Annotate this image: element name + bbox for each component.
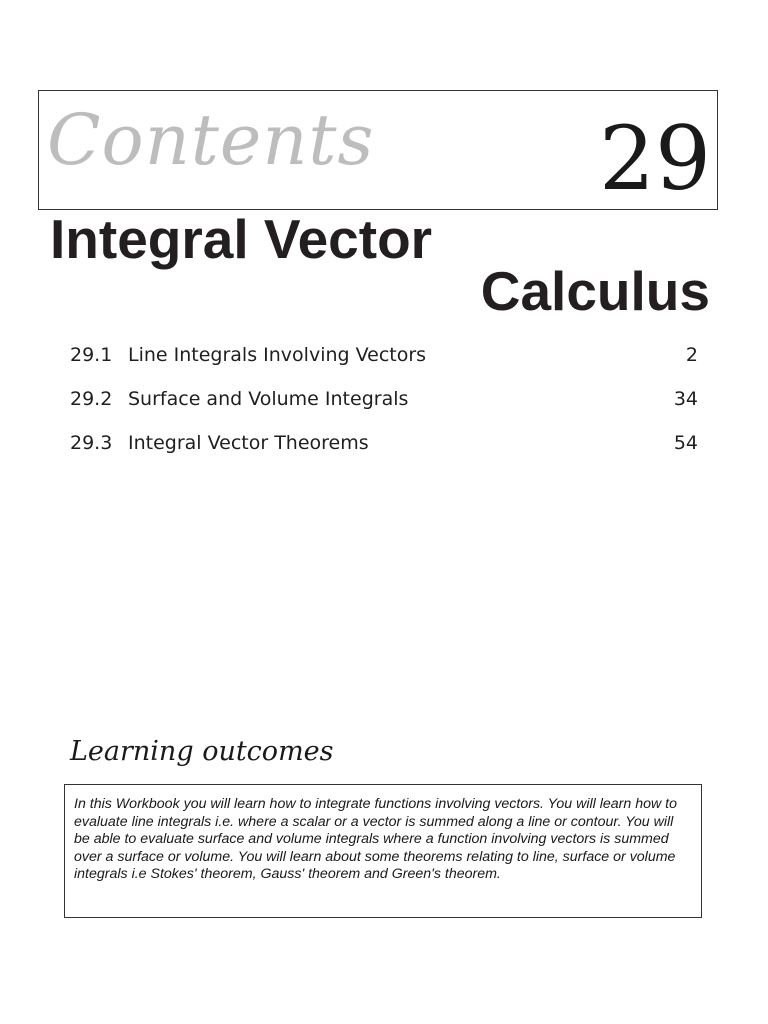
toc-page-number: 2 — [685, 344, 698, 366]
contents-header-box — [38, 90, 718, 210]
contents-label: Contents — [47, 99, 375, 181]
toc-page-number: 34 — [673, 388, 698, 410]
workbook-title-line2: Calculus — [480, 260, 710, 322]
learning-outcomes-heading: Learning outcomes — [70, 736, 334, 767]
chapter-number: 29 — [599, 107, 711, 210]
table-of-contents — [70, 344, 698, 476]
toc-entry[interactable] — [70, 432, 698, 476]
toc-section-title: Line Integrals Involving Vectors — [128, 344, 427, 366]
learning-outcomes-text: In this Workbook you will learn how to integrate functions involving vectors. You will learn how to evaluate line integrals i.e. where a scalar or a vector is summed along a line or contour. You will be able to evaluate surface and volume integrals where a function involving vectors is summed over a surface or volume. You will learn about some theorems relating to line, surface or volume integrals i.e Stokes' theorem, Gauss' theorem and Green's theorem. — [74, 796, 678, 883]
toc-entry[interactable] — [70, 388, 698, 432]
toc-section-number: 29.2 — [70, 388, 113, 410]
toc-section-number: 29.1 — [70, 344, 113, 366]
toc-page-number: 54 — [673, 432, 698, 454]
toc-section-title: Integral Vector Theorems — [128, 432, 369, 454]
learning-outcomes-box — [64, 784, 702, 918]
workbook-title-line1: Integral Vector — [50, 208, 433, 270]
toc-entry[interactable] — [70, 344, 698, 388]
toc-section-title: Surface and Volume Integrals — [128, 388, 409, 410]
toc-section-number: 29.3 — [70, 432, 113, 454]
